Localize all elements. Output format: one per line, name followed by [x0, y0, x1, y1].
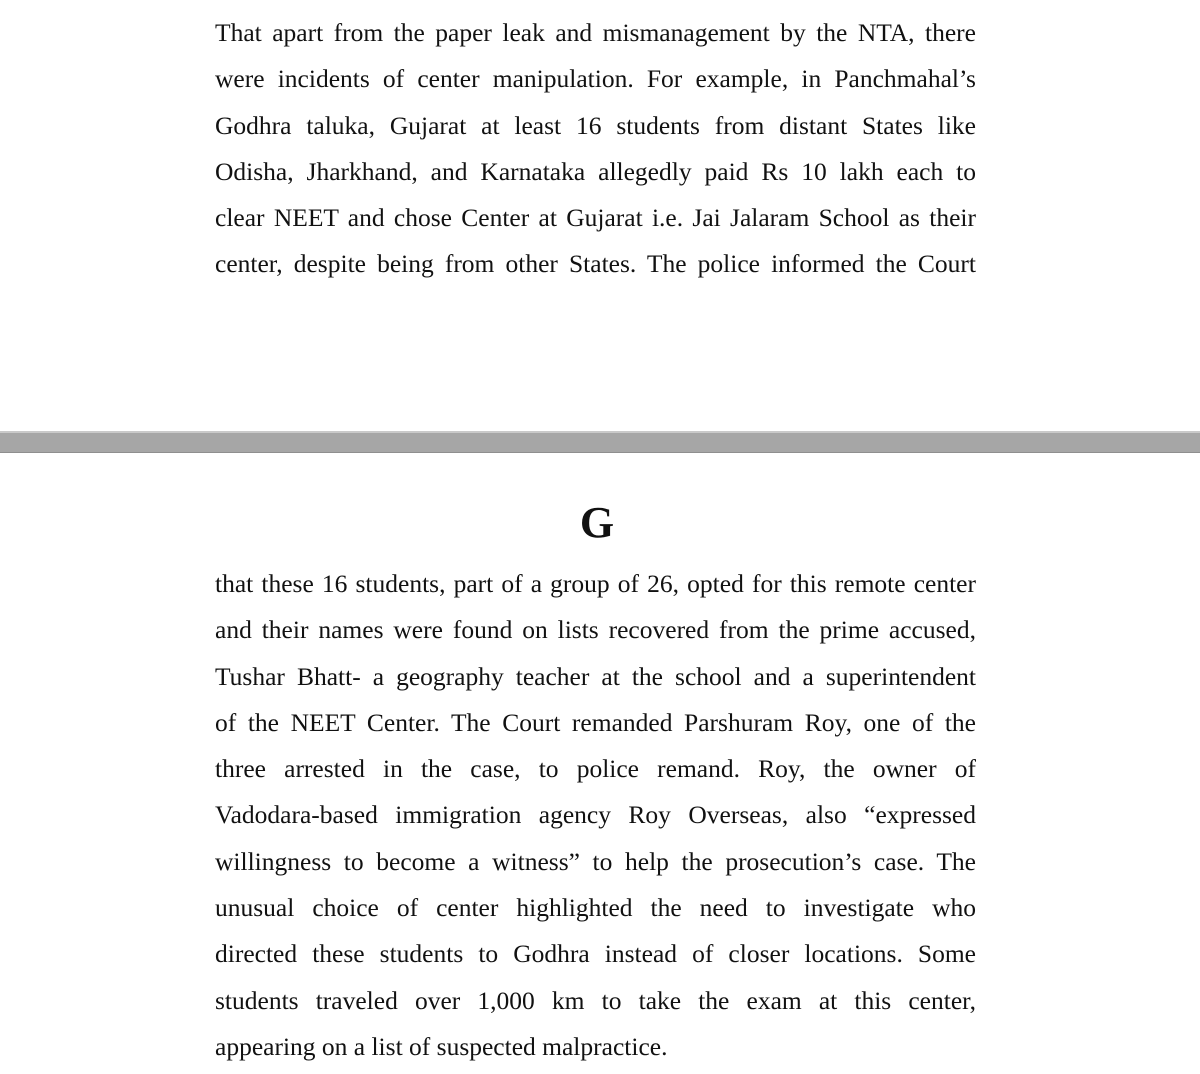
text-line: unusual choice of center highlighted the need to investigate who — [215, 893, 976, 923]
text-line: Tushar Bhatt- a geography teacher at the school and a superintendent — [215, 661, 976, 691]
text-line: Godhra taluka, Gujarat at least 16 students from distant States like — [215, 110, 976, 140]
paragraph-body — [215, 561, 976, 1070]
text-line: That apart from the paper leak and mismanagement by the NTA, there — [215, 18, 976, 47]
text-line: willingness to become a witness” to help the prosecution’s case. The — [215, 846, 976, 876]
text-line: Vadodara-based immigration agency Roy Overseas, also “expressed — [215, 800, 976, 830]
page-letter-heading: G — [579, 498, 615, 547]
text-line: were incidents of center manipulation. For example, in Panchmahal’s — [215, 64, 976, 94]
text-line: of the NEET Center. The Court remanded Parshuram Roy, one of the — [215, 707, 976, 737]
text-line: center, despite being from other States. The police informed the Court — [215, 249, 976, 279]
text-line: clear NEET and chose Center at Gujarat i.e. Jai Jalaram School as their — [215, 203, 976, 233]
text-line: and their names were found on lists recovered from the prime accused, — [215, 615, 976, 645]
text-line: directed these students to Godhra instead of closer locations. Some — [215, 939, 976, 969]
text-line: appearing on a list of suspected malpractice. — [215, 1031, 668, 1061]
page-break-separator — [0, 431, 1200, 453]
text-line: Odisha, Jharkhand, and Karnataka allegedly paid Rs 10 lakh each to — [215, 156, 976, 186]
text-line: that these 16 students, part of a group of 26, opted for this remote center — [215, 569, 976, 598]
document-page-top — [0, 0, 1200, 431]
paragraph-continued — [215, 10, 976, 288]
text-line: students traveled over 1,000 km to take the exam at this center, — [215, 985, 976, 1015]
text-line: three arrested in the case, to police remand. Roy, the owner of — [215, 754, 976, 784]
